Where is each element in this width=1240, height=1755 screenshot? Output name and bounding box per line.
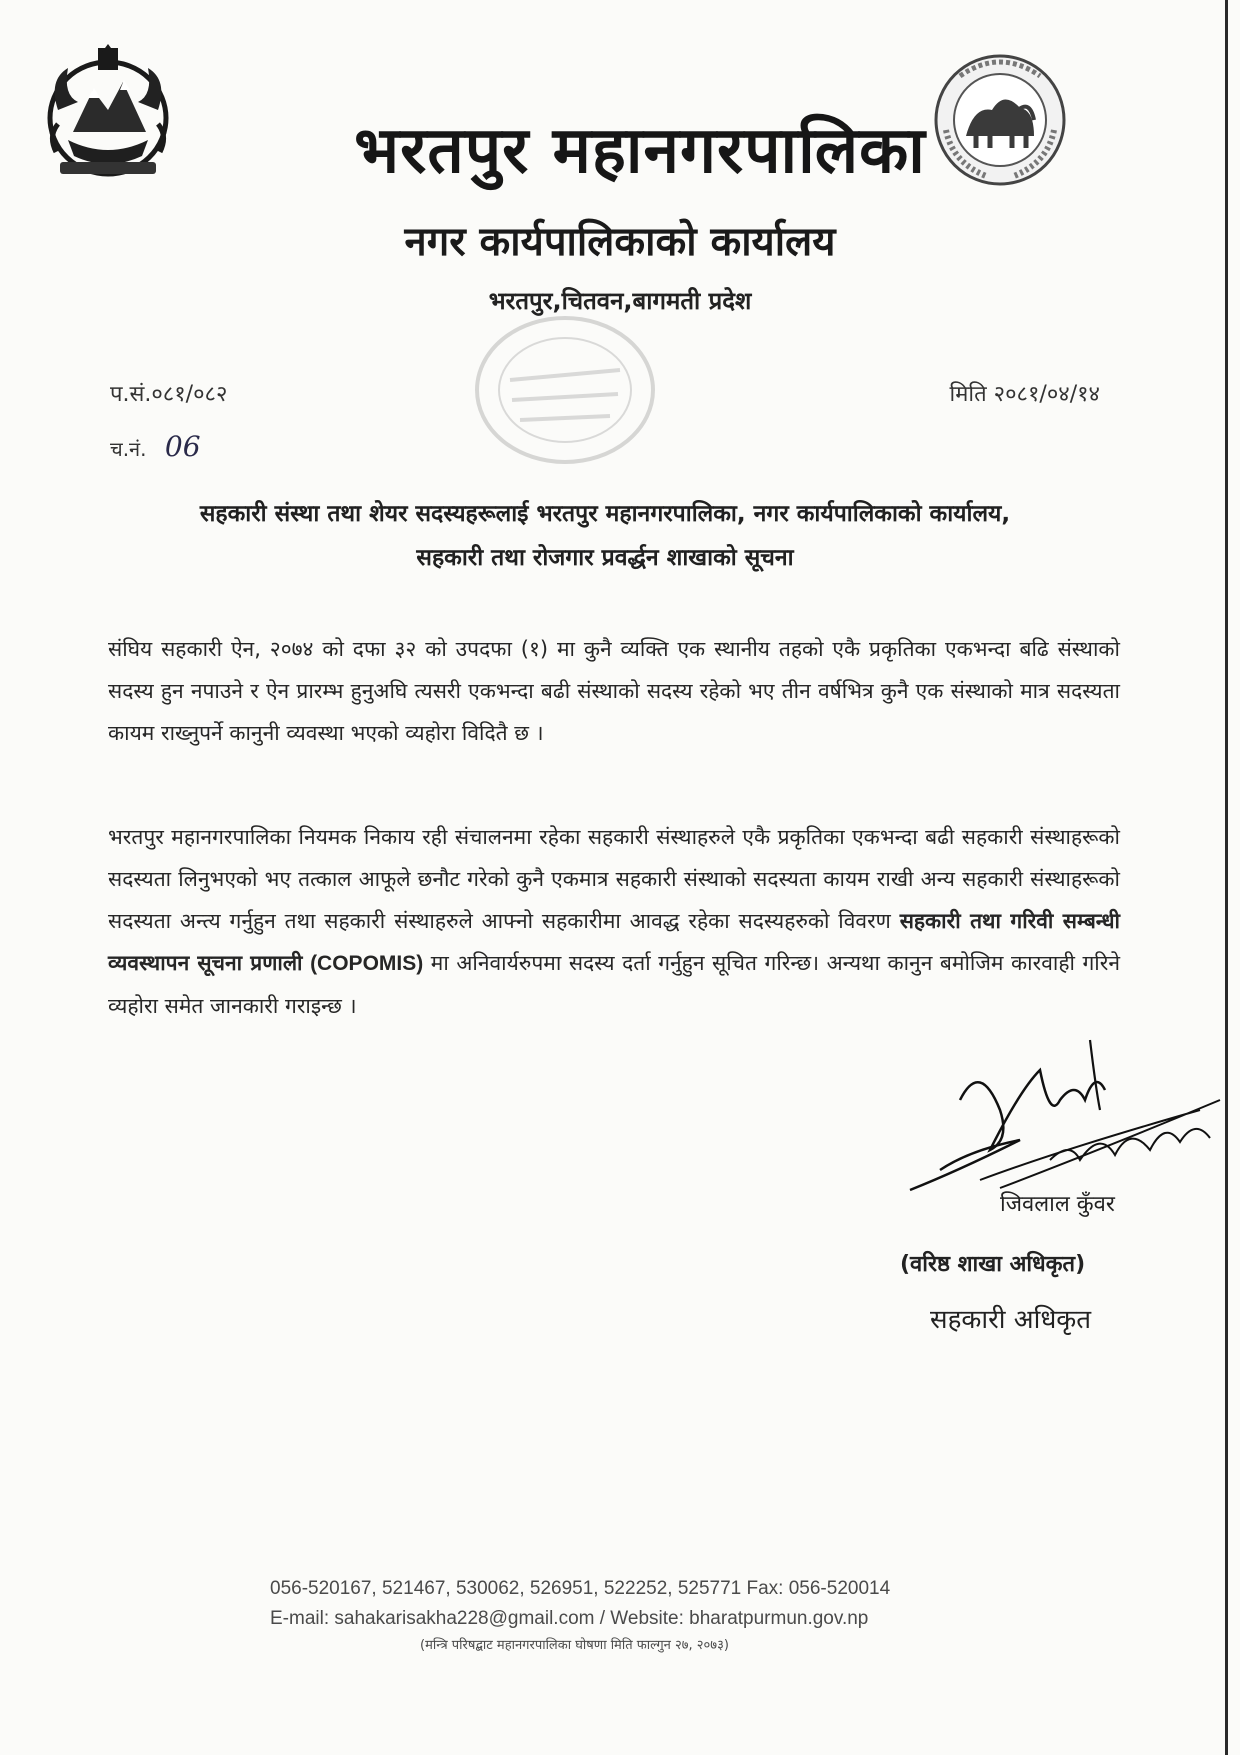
body-paragraph-2 — [108, 816, 1120, 1027]
body-paragraph-1: संघिय सहकारी ऐन, २०७४ को दफा ३२ को उपदफा (१) मा कुनै व्यक्ति एक स्थानीय तहको एकै प्रकृतिका एकभन्दा बढि संस्थाको सदस्य हुन नपाउने र ऐन प्रारम्भ हुनुअघि त्यसरी एकभन्दा बढी संस्थाको सदस्य रहेको भए तीन वर्षभित्र कुनै एक संस्थाको मात्र सदस्यता कायम राख्नुपर्ने कानुनी व्यवस्था भएको व्यहोरा विदितै छ । — [108, 637, 1120, 745]
letter-footer — [270, 1574, 990, 1658]
letter-reference-number: प.सं.०८१/०८२ — [110, 382, 228, 407]
footer-email-website: E-mail: sahakarisakha228@gmail.com / Website: bharatpurmun.gov.np — [270, 1608, 869, 1629]
letter-date — [950, 378, 1100, 408]
para2-system-name: सहकारी तथा गरिवी सम्बन्धी व्यवस्थापन सूचना प्रणाली — [108, 909, 1120, 975]
para2-copomis: (COPOMIS) — [310, 952, 424, 975]
dispatch-number — [110, 430, 201, 463]
notice-subject — [100, 492, 1110, 580]
dispatch-value: 06 — [164, 430, 201, 463]
dispatch-label: च.नं. — [110, 437, 147, 461]
signatory-name: जिवलाल कुँवर — [1000, 1192, 1115, 1217]
subject-line-1: सहकारी संस्था तथा शेयर सदस्यहरूलाई भरतपुर महानगरपालिका, नगर कार्यपालिकाको कार्यालय, — [199, 501, 1011, 527]
para2-text-d: मा अनिवार्यरुपमा सदस्य दर्ता गर्नुहुन सूचित गरिन्छ। अन्यथा कानुन बमोजिम कारवाही गरिने व्यहोरा समेत जानकारी गराइन्छ । — [108, 951, 1120, 1018]
date-label: मिति — [949, 382, 987, 407]
footer-declaration-note: (मन्त्रि परिषद्बाट महानगरपालिका घोषणा मिति फाल्गुन २७, २०७३) — [420, 1638, 729, 1653]
date-value: २०८१/०४/१४ — [993, 382, 1100, 407]
subject-line-2: सहकारी तथा रोजगार प्रवर्द्धन शाखाको सूचना — [416, 545, 794, 571]
para2-text-a: भरतपुर महानगरपालिका नियमक निकाय रही संचालनमा रहेका सहकारी संस्थाहरुले एकै प्रकृतिका एकभन्दा बढी सहकारी संस्थाहरूको सदस्यता लिनुभएको भए तत्काल आफूले छनौट गरेको कुनै एकमात्र सहकारी संस्थाको सदस्यता कायम राखी अन्य सहकारी संस्थाहरूको सदस्यता अन्त्य गर्नुहुन तथा सहकारी संस्थाहरुले आफ्नो सहकारीमा आवद्ध रहेका सदस्यहरुको विवरण — [108, 825, 1120, 933]
office-title: भरतपुर महानगरपालिका — [354, 114, 926, 188]
signatory-rank: (वरिष्ठ शाखा अधिकृत) — [900, 1252, 1086, 1277]
office-subtitle: नगर कार्यपालिकाको कार्यालय — [404, 219, 836, 265]
office-address: भरतपुर,चितवन,बागमती प्रदेश — [488, 287, 752, 315]
faint-stamp-icon — [470, 310, 660, 470]
signatory-title: सहकारी अधिकृत — [930, 1305, 1092, 1335]
footer-phone-fax: 056-520167, 521467, 530062, 526951, 522252, 525771 Fax: 056-520014 — [270, 1578, 891, 1599]
